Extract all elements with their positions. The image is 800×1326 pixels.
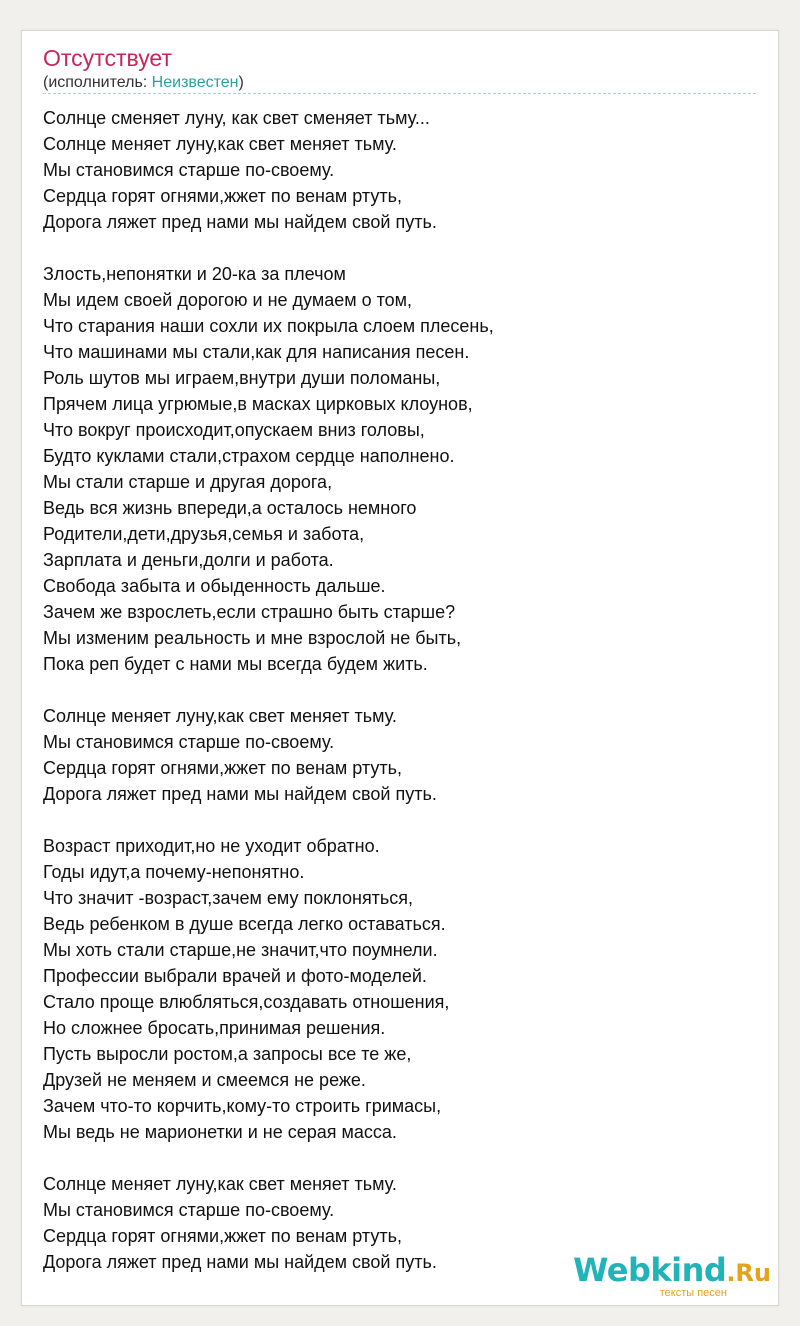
lyrics-line: Что старания наши сохли их покрыла слоем плесень,	[43, 316, 494, 336]
lyrics-line: Зачем что-то корчить,кому-то строить гримасы,	[43, 1096, 442, 1116]
lyrics-line: Пусть выросли ростом,а запросы все те же,	[43, 1044, 412, 1064]
lyrics-line: Ведь ребенком в душе всегда легко оставаться.	[43, 914, 446, 934]
song-header	[43, 44, 758, 93]
lyrics-text	[43, 105, 758, 1301]
lyrics-line: Дорога ляжет пред нами мы найдем свой путь.	[43, 784, 437, 804]
lyrics-line: Зарплата и деньги,долги и работа.	[43, 550, 334, 570]
lyrics-line: Солнце меняет луну,как свет меняет тьму.	[43, 1174, 397, 1194]
logo-tld: .Ru	[726, 1259, 771, 1287]
lyrics-line: Дорога ляжет пред нами мы найдем свой путь.	[43, 212, 437, 232]
lyrics-line: Родители,дети,друзья,семья и забота,	[43, 524, 365, 544]
logo-wordmark	[573, 1253, 771, 1290]
lyrics-stanza	[43, 105, 758, 235]
lyrics-line: Зачем же взрослеть,если страшно быть старше?	[43, 602, 456, 622]
performer-suffix: )	[238, 74, 244, 91]
lyrics-stanza	[43, 703, 758, 807]
lyrics-line: Мы хоть стали старше,не значит,что поумнели.	[43, 940, 438, 960]
lyrics-line: Ведь вся жизнь впереди,а осталось немного	[43, 498, 417, 518]
song-title: Отсутствует	[43, 45, 172, 71]
lyrics-line: Мы ведь не марионетки и не серая масса.	[43, 1122, 397, 1142]
lyrics-line: Роль шутов мы играем,внутри души поломаны,	[43, 368, 441, 388]
lyrics-line: Возраст приходит,но не уходит обратно.	[43, 836, 380, 856]
lyrics-line: Дорога ляжет пред нами мы найдем свой путь.	[43, 1252, 437, 1272]
lyrics-line: Мы становимся старше по-своему.	[43, 160, 335, 180]
lyrics-line: Солнце меняет луну,как свет меняет тьму.	[43, 706, 397, 726]
lyrics-line: Сердца горят огнями,жжет по венам ртуть,	[43, 186, 402, 206]
lyrics-line: Профессии выбрали врачей и фото-моделей.	[43, 966, 427, 986]
lyrics-line: Будто куклами стали,страхом сердце наполнено.	[43, 446, 455, 466]
lyrics-line: Солнце сменяет луну, как свет сменяет тьму...	[43, 108, 430, 128]
lyrics-line: Свобода забыта и обыденность дальше.	[43, 576, 386, 596]
lyrics-line: Злость,непонятки и 20-ка за плечом	[43, 264, 346, 284]
lyrics-line: Прячем лица угрюмые,в масках цирковых клоунов,	[43, 394, 473, 414]
lyrics-card	[21, 30, 779, 1306]
lyrics-stanza	[43, 261, 758, 677]
performer-line	[43, 73, 758, 93]
site-logo[interactable]	[573, 1253, 771, 1299]
lyrics-line: Пока реп будет с нами мы всегда будем жить.	[43, 654, 428, 674]
logo-tagline: тексты песен	[659, 1287, 727, 1299]
lyrics-line: Мы идем своей дорогою и не думаем о том,	[43, 290, 413, 310]
lyrics-line: Друзей не меняем и смеемся не реже.	[43, 1070, 366, 1090]
lyrics-line: Сердца горят огнями,жжет по венам ртуть,	[43, 1226, 402, 1246]
lyrics-line: Что вокруг происходит,опускаем вниз головы,	[43, 420, 425, 440]
lyrics-line: Сердца горят огнями,жжет по венам ртуть,	[43, 758, 402, 778]
lyrics-line: Солнце меняет луну,как свет меняет тьму.	[43, 134, 397, 154]
lyrics-line: Годы идут,а почему-непонятно.	[43, 862, 305, 882]
lyrics-line: Мы стали старше и другая дорога,	[43, 472, 333, 492]
lyrics-line: Что машинами мы стали,как для написания песен.	[43, 342, 470, 362]
lyrics-line: Мы становимся старше по-своему.	[43, 1200, 335, 1220]
lyrics-line: Мы становимся старше по-своему.	[43, 732, 335, 752]
header-divider	[43, 93, 756, 94]
performer-link[interactable]: Неизвестен	[151, 74, 239, 91]
lyrics-line: Но сложнее бросать,принимая решения.	[43, 1018, 386, 1038]
logo-brand: Webkind	[573, 1251, 727, 1289]
lyrics-stanza	[43, 833, 758, 1145]
lyrics-line: Стало проще влюбляться,создавать отношения,	[43, 992, 450, 1012]
performer-prefix: (исполнитель:	[43, 74, 152, 91]
lyrics-line: Что значит -возраст,зачем ему поклоняться,	[43, 888, 414, 908]
lyrics-line: Мы изменим реальность и мне взрослой не быть,	[43, 628, 462, 648]
